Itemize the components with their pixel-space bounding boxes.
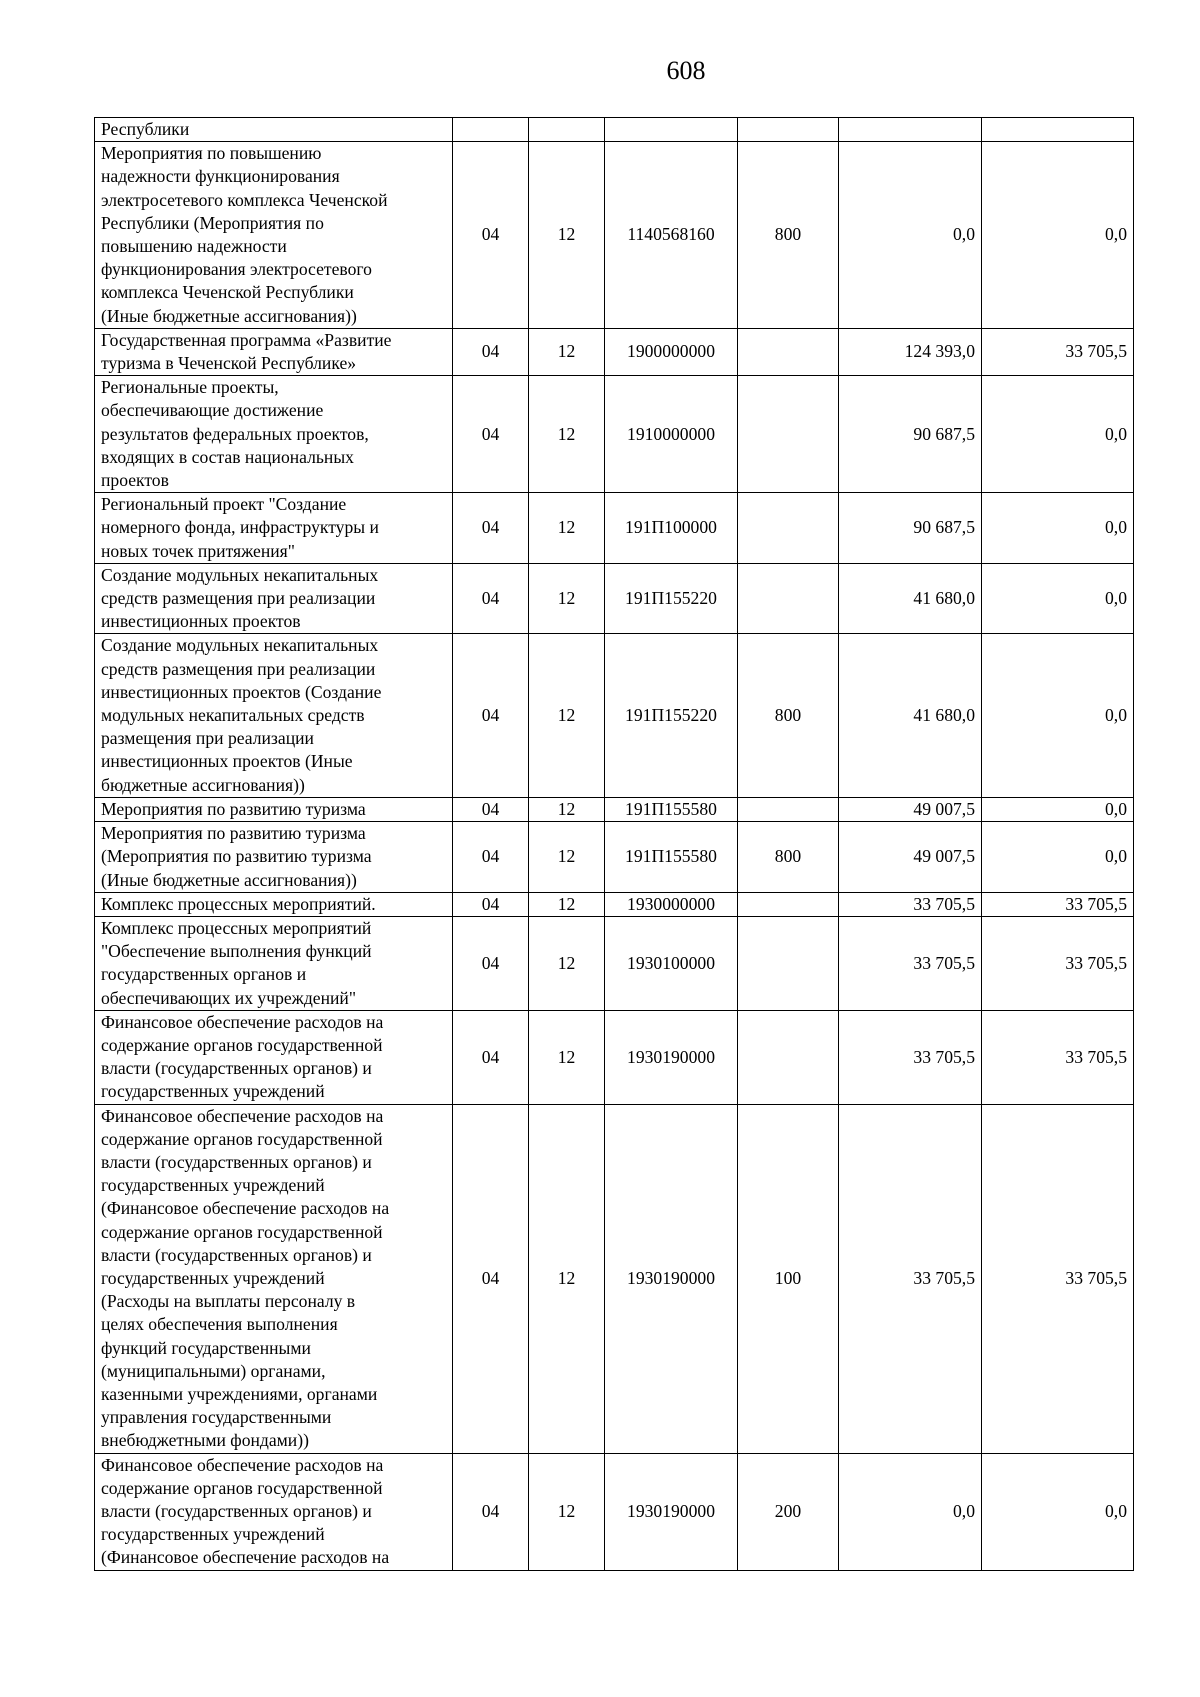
- amount-1-cell: 33 705,5: [839, 1104, 982, 1453]
- row-name-cell: Финансовое обеспечение расходов на содержание органов государственной власти (государственных органов) и государственных учреждений: [95, 1010, 453, 1104]
- section-code-cell: 04: [453, 1010, 529, 1104]
- table-row: [95, 822, 1134, 893]
- section-code-cell: 04: [453, 916, 529, 1010]
- amount-1-cell: 33 705,5: [839, 916, 982, 1010]
- table-row: [95, 916, 1134, 1010]
- subsection-code-cell: 12: [529, 1104, 605, 1453]
- row-name-cell: Финансовое обеспечение расходов на содержание органов государственной власти (государственных органов) и государственных учреждений (Финансовое обеспечение расходов на содержание органов государственной власти (государственных органов) и государственных учреждений (Расходы на выплаты персоналу в целях обеспечения выполнения функций государственными (муниципальными) органами, казенными учреждениями, органами управления государственными внебюджетными фондами)): [95, 1104, 453, 1453]
- subsection-code-cell: 12: [529, 493, 605, 564]
- target-article-cell: 191П155580: [605, 822, 738, 893]
- row-name-cell: Региональные проекты, обеспечивающие достижение результатов федеральных проектов, входящих в состав национальных проектов: [95, 376, 453, 493]
- table-row: [95, 634, 1134, 797]
- table-row: [95, 328, 1134, 375]
- section-code-cell: 04: [453, 797, 529, 821]
- expense-type-cell: [738, 118, 839, 142]
- expense-type-cell: [738, 797, 839, 821]
- section-code-cell: 04: [453, 376, 529, 493]
- subsection-code-cell: 12: [529, 1453, 605, 1570]
- amount-2-cell: 0,0: [982, 1453, 1134, 1570]
- expense-type-cell: 800: [738, 822, 839, 893]
- amount-2-cell: [982, 118, 1134, 142]
- amount-2-cell: 0,0: [982, 493, 1134, 564]
- subsection-code-cell: [529, 118, 605, 142]
- amount-2-cell: 33 705,5: [982, 1010, 1134, 1104]
- target-article-cell: [605, 118, 738, 142]
- amount-2-cell: 0,0: [982, 797, 1134, 821]
- section-code-cell: [453, 118, 529, 142]
- target-article-cell: 1140568160: [605, 142, 738, 329]
- amount-2-cell: 0,0: [982, 376, 1134, 493]
- row-name-cell: Финансовое обеспечение расходов на содержание органов государственной власти (государственных органов) и государственных учреждений (Финансовое обеспечение расходов на: [95, 1453, 453, 1570]
- amount-1-cell: 33 705,5: [839, 892, 982, 916]
- target-article-cell: 1930100000: [605, 916, 738, 1010]
- table-row: [95, 376, 1134, 493]
- amount-2-cell: 0,0: [982, 634, 1134, 797]
- table-row: [95, 1104, 1134, 1453]
- amount-1-cell: 33 705,5: [839, 1010, 982, 1104]
- subsection-code-cell: 12: [529, 142, 605, 329]
- expense-type-cell: 800: [738, 142, 839, 329]
- subsection-code-cell: 12: [529, 634, 605, 797]
- amount-2-cell: 0,0: [982, 142, 1134, 329]
- target-article-cell: 191П155220: [605, 634, 738, 797]
- expense-type-cell: [738, 892, 839, 916]
- section-code-cell: 04: [453, 1453, 529, 1570]
- amount-1-cell: 124 393,0: [839, 328, 982, 375]
- row-name-cell: Мероприятия по развитию туризма (Мероприятия по развитию туризма (Иные бюджетные ассигнования)): [95, 822, 453, 893]
- target-article-cell: 1930000000: [605, 892, 738, 916]
- table-row: [95, 797, 1134, 821]
- row-name-cell: Создание модульных некапитальных средств размещения при реализации инвестиционных проектов: [95, 563, 453, 634]
- expense-type-cell: 100: [738, 1104, 839, 1453]
- amount-1-cell: 0,0: [839, 142, 982, 329]
- amount-1-cell: 49 007,5: [839, 822, 982, 893]
- subsection-code-cell: 12: [529, 1010, 605, 1104]
- expense-type-cell: [738, 493, 839, 564]
- expense-type-cell: [738, 563, 839, 634]
- expense-type-cell: [738, 328, 839, 375]
- section-code-cell: 04: [453, 142, 529, 329]
- amount-1-cell: [839, 118, 982, 142]
- target-article-cell: 191П155580: [605, 797, 738, 821]
- amount-1-cell: 49 007,5: [839, 797, 982, 821]
- table-row: [95, 1010, 1134, 1104]
- table-row: [95, 142, 1134, 329]
- subsection-code-cell: 12: [529, 797, 605, 821]
- section-code-cell: 04: [453, 563, 529, 634]
- target-article-cell: 1900000000: [605, 328, 738, 375]
- amount-2-cell: 33 705,5: [982, 892, 1134, 916]
- target-article-cell: 1930190000: [605, 1104, 738, 1453]
- subsection-code-cell: 12: [529, 916, 605, 1010]
- row-name-cell: Республики: [95, 118, 453, 142]
- expense-type-cell: [738, 916, 839, 1010]
- row-name-cell: Государственная программа «Развитие туризма в Чеченской Республике»: [95, 328, 453, 375]
- amount-2-cell: 33 705,5: [982, 916, 1134, 1010]
- amount-2-cell: 0,0: [982, 822, 1134, 893]
- target-article-cell: 1930190000: [605, 1010, 738, 1104]
- row-name-cell: Создание модульных некапитальных средств размещения при реализации инвестиционных проектов (Создание модульных некапитальных средств размещения при реализации инвестиционных проектов (Иные бюджетные ассигнования)): [95, 634, 453, 797]
- amount-2-cell: 33 705,5: [982, 1104, 1134, 1453]
- expense-type-cell: 800: [738, 634, 839, 797]
- subsection-code-cell: 12: [529, 376, 605, 493]
- table-row: [95, 563, 1134, 634]
- table-row: [95, 493, 1134, 564]
- amount-2-cell: 0,0: [982, 563, 1134, 634]
- row-name-cell: Комплекс процессных мероприятий.: [95, 892, 453, 916]
- amount-1-cell: 90 687,5: [839, 493, 982, 564]
- expense-type-cell: 200: [738, 1453, 839, 1570]
- section-code-cell: 04: [453, 892, 529, 916]
- section-code-cell: 04: [453, 493, 529, 564]
- target-article-cell: 191П155220: [605, 563, 738, 634]
- row-name-cell: Мероприятия по развитию туризма: [95, 797, 453, 821]
- amount-1-cell: 0,0: [839, 1453, 982, 1570]
- table-row: [95, 1453, 1134, 1570]
- amount-2-cell: 33 705,5: [982, 328, 1134, 375]
- target-article-cell: 191П100000: [605, 493, 738, 564]
- subsection-code-cell: 12: [529, 328, 605, 375]
- target-article-cell: 1910000000: [605, 376, 738, 493]
- target-article-cell: 1930190000: [605, 1453, 738, 1570]
- amount-1-cell: 41 680,0: [839, 634, 982, 797]
- section-code-cell: 04: [453, 1104, 529, 1453]
- page-number: 608: [666, 56, 706, 85]
- expense-type-cell: [738, 1010, 839, 1104]
- row-name-cell: Региональный проект "Создание номерного фонда, инфраструктуры и новых точек притяжения": [95, 493, 453, 564]
- row-name-cell: Комплекс процессных мероприятий "Обеспечение выполнения функций государственных органов и обеспечивающих их учреждений": [95, 916, 453, 1010]
- budget-table: [94, 117, 1134, 1571]
- subsection-code-cell: 12: [529, 563, 605, 634]
- amount-1-cell: 90 687,5: [839, 376, 982, 493]
- expense-type-cell: [738, 376, 839, 493]
- section-code-cell: 04: [453, 822, 529, 893]
- subsection-code-cell: 12: [529, 822, 605, 893]
- section-code-cell: 04: [453, 634, 529, 797]
- section-code-cell: 04: [453, 328, 529, 375]
- subsection-code-cell: 12: [529, 892, 605, 916]
- row-name-cell: Мероприятия по повышению надежности функционирования электросетевого комплекса Чеченской Республики (Мероприятия по повышению надежности функционирования электросетевого комплекса Чеченской Республики (Иные бюджетные ассигнования)): [95, 142, 453, 329]
- table-row: [95, 118, 1134, 142]
- table-row: [95, 892, 1134, 916]
- amount-1-cell: 41 680,0: [839, 563, 982, 634]
